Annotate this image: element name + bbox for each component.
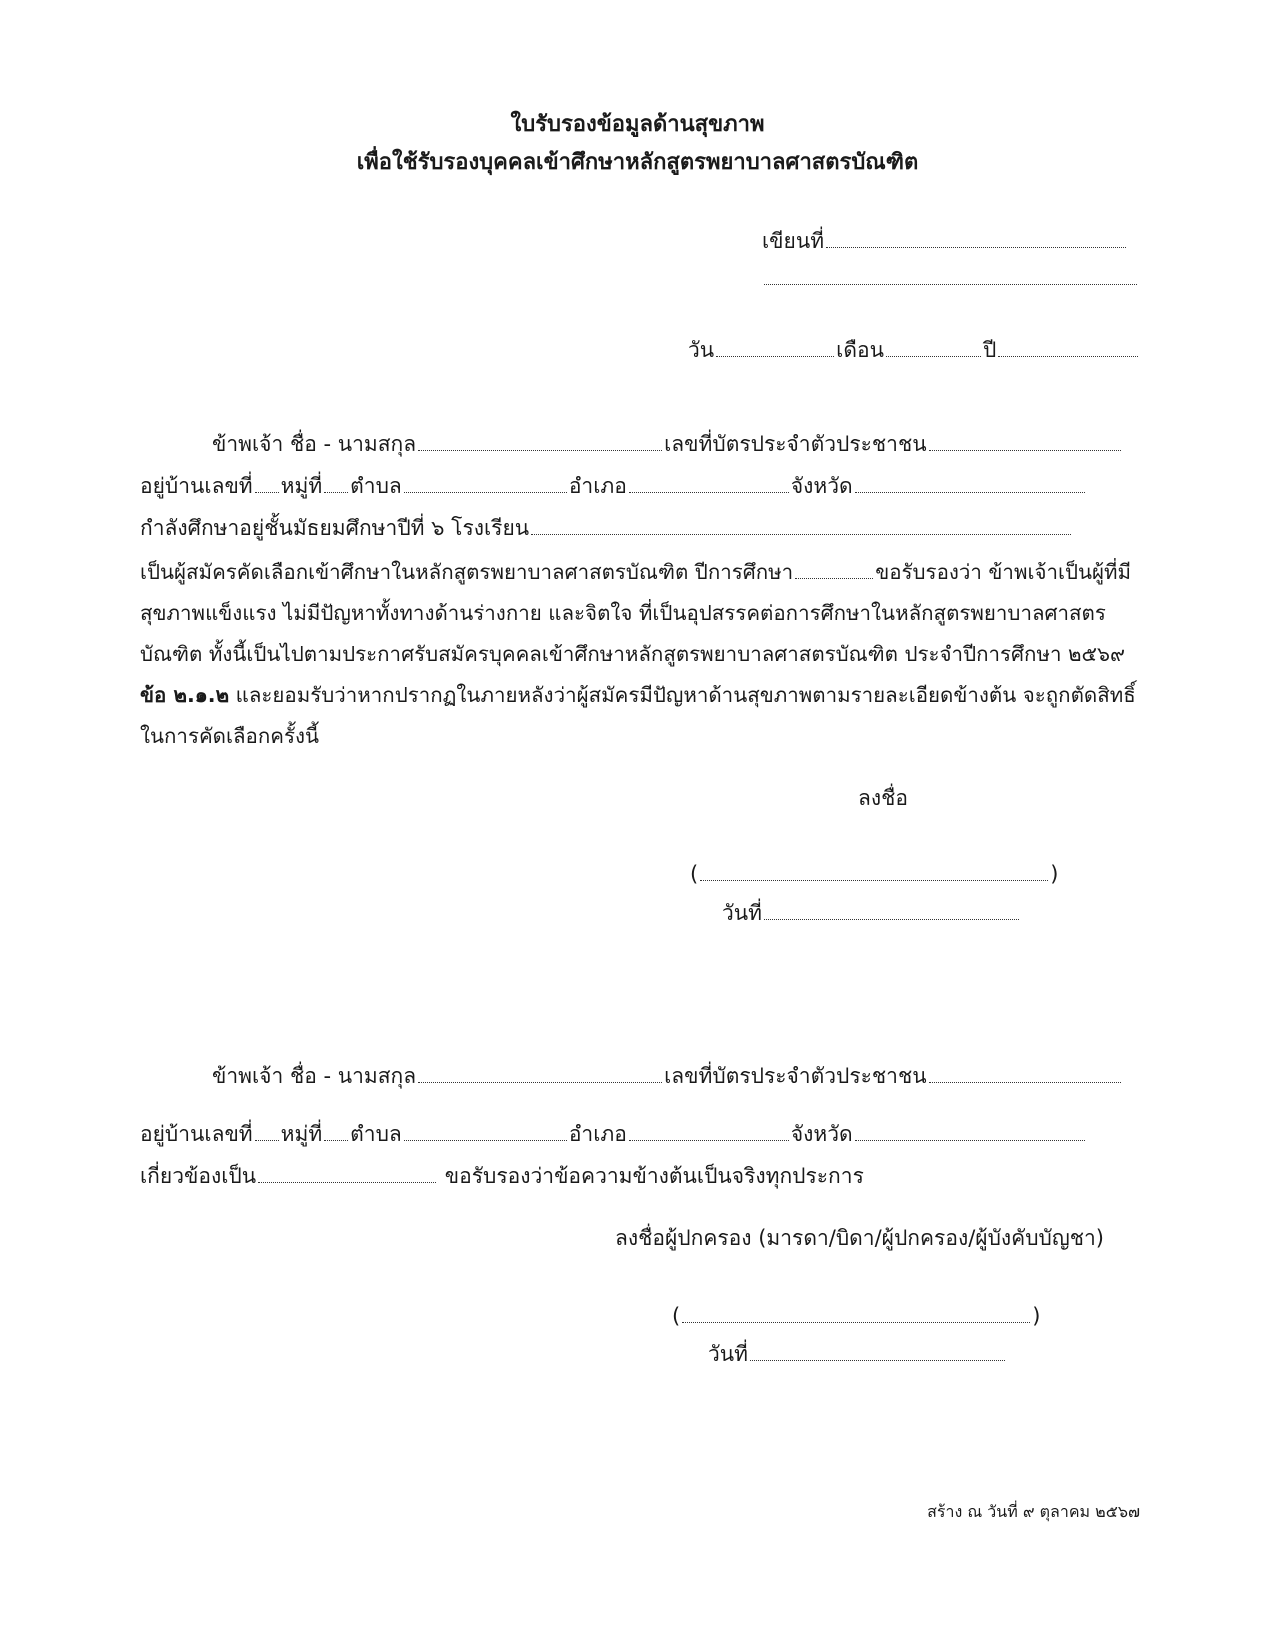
guardian-name-print-field[interactable] (682, 1300, 1030, 1323)
guardian-house-no-label: อยู่บ้านเลขที่ (140, 1122, 253, 1146)
province-label: จังหวัด (790, 474, 853, 498)
statement-clause: ข้อ ๒.๑.๒ (140, 683, 230, 707)
written-at-label: เขียนที่ (762, 229, 825, 253)
tambon-label: ตำบล (350, 474, 402, 498)
guardian-name-print-row (672, 1300, 1040, 1328)
written-at-field-2[interactable] (764, 262, 1137, 285)
applicant-id-label: เลขที่บัตรประจำตัวประชาชน (664, 432, 927, 456)
guardian-tambon-field[interactable] (404, 1118, 567, 1141)
guardian-province-label: จังหวัด (790, 1122, 853, 1146)
guardian-sign-date-row (708, 1338, 1007, 1371)
guardian-relation-row (140, 1160, 1140, 1192)
guardian-moo-label: หมู่ที่ (280, 1122, 323, 1146)
applicant-school-row (140, 512, 1140, 544)
paren-close: ) (1050, 862, 1059, 886)
written-at-row (762, 225, 1128, 258)
applicant-sign-date-row (722, 897, 1021, 930)
statement-part3: และยอมรับว่าหากปรากฏในภายหลังว่าผู้สมัครมีปัญหาด้านสุขภาพตามรายละเอียดข้างต้น จะถูกตัดสิทธิ์ในการคัดเลือกครั้งนี้ (140, 683, 1136, 748)
applicant-name-row (212, 428, 1212, 460)
tambon-field[interactable] (404, 470, 567, 493)
school-field[interactable] (531, 512, 1071, 535)
house-no-field[interactable] (255, 470, 279, 493)
guardian-date-field[interactable] (750, 1338, 1005, 1361)
header-date-row (688, 334, 1140, 367)
guardian-province-field[interactable] (855, 1118, 1085, 1141)
created-date-note: สร้าง ณ วันที่ ๙ ตุลาคม ๒๕๖๗ (927, 1502, 1140, 1521)
moo-field[interactable] (324, 470, 348, 493)
guardian-house-no-field[interactable] (255, 1118, 279, 1141)
guardian-amphoe-label: อำเภอ (568, 1122, 627, 1146)
month-label: เดือน (836, 338, 884, 362)
guardian-name-row (212, 1060, 1212, 1092)
applicant-name-label: ข้าพเจ้า ชื่อ - นามสกุล (212, 432, 417, 456)
applicant-date-field[interactable] (764, 897, 1019, 920)
guardian-paren-close: ) (1032, 1304, 1041, 1328)
applicant-statement (140, 552, 1140, 757)
guardian-address-row (140, 1118, 1140, 1150)
moo-label: หมู่ที่ (280, 474, 323, 498)
guardian-id-label: เลขที่บัตรประจำตัวประชาชน (664, 1064, 927, 1088)
applicant-id-field[interactable] (929, 428, 1121, 451)
day-label: วัน (688, 338, 715, 362)
applicant-name-field[interactable] (418, 428, 662, 451)
applicant-address-row (140, 470, 1140, 502)
academic-year-field[interactable] (795, 556, 873, 579)
province-field[interactable] (855, 470, 1085, 493)
form-title-line2: เพื่อใช้รับรองบุคคลเข้าศึกษาหลักสูตรพยาบาลศาสตรบัณฑิต (356, 150, 919, 175)
applicant-sign-label: ลงชื่อ (858, 786, 908, 810)
house-no-label: อยู่บ้านเลขที่ (140, 474, 253, 498)
guardian-tambon-label: ตำบล (350, 1122, 402, 1146)
relation-field[interactable] (258, 1160, 436, 1183)
amphoe-field[interactable] (629, 470, 789, 493)
guardian-paren-open: ( (672, 1304, 681, 1328)
certify-text: ขอรับรองว่าข้อความข้างต้นเป็นจริงทุกประการ (444, 1164, 864, 1188)
day-field[interactable] (716, 334, 834, 357)
applicant-date-label: วันที่ (722, 901, 762, 925)
guardian-moo-field[interactable] (324, 1118, 348, 1141)
guardian-date-label: วันที่ (708, 1342, 748, 1366)
guardian-amphoe-field[interactable] (629, 1118, 789, 1141)
year-field[interactable] (998, 334, 1138, 357)
guardian-name-field[interactable] (418, 1060, 662, 1083)
written-at-field[interactable] (826, 225, 1126, 248)
school-label: กำลังศึกษาอยู่ชั้นมัธยมศึกษาปีที่ ๖ โรงเรียน (140, 516, 530, 540)
guardian-name-label: ข้าพเจ้า ชื่อ - นามสกุล (212, 1064, 417, 1088)
guardian-sign-label: ลงชื่อผู้ปกครอง (มารดา/บิดา/ผู้ปกครอง/ผู้บังคับบัญชา) (615, 1226, 1104, 1250)
guardian-id-field[interactable] (929, 1060, 1121, 1083)
amphoe-label: อำเภอ (568, 474, 627, 498)
form-title-line1: ใบรับรองข้อมูลด้านสุขภาพ (510, 112, 765, 137)
applicant-name-print-row (690, 858, 1058, 886)
year-label: ปี (982, 338, 997, 362)
relation-label: เกี่ยวข้องเป็น (140, 1164, 257, 1188)
paren-open: ( (690, 862, 699, 886)
statement-part2: ขอรับรองว่า ข้าพเจ้าเป็นผู้ที่มีสุขภาพแข็งแรง ไม่มีปัญหาทั้งทางด้านร่างกาย และจิตใจ ที่เป็นอุปสรรคต่อการศึกษาในหลักสูตรพยาบาลศาสตรบัณฑิต ทั้งนี้เป็นไปตามประกาศรับสมัครบุคคลเข้าศึกษาหลักสูตรพยาบาลศาสตรบัณฑิต ประจำปีการศึกษา ๒๕๖๙ (140, 560, 1132, 666)
statement-part1: เป็นผู้สมัครคัดเลือกเข้าศึกษาในหลักสูตรพยาบาลศาสตรบัณฑิต ปีการศึกษา (140, 560, 794, 584)
applicant-name-print-field[interactable] (700, 858, 1048, 881)
written-at-row-2 (762, 262, 1139, 290)
month-field[interactable] (886, 334, 981, 357)
